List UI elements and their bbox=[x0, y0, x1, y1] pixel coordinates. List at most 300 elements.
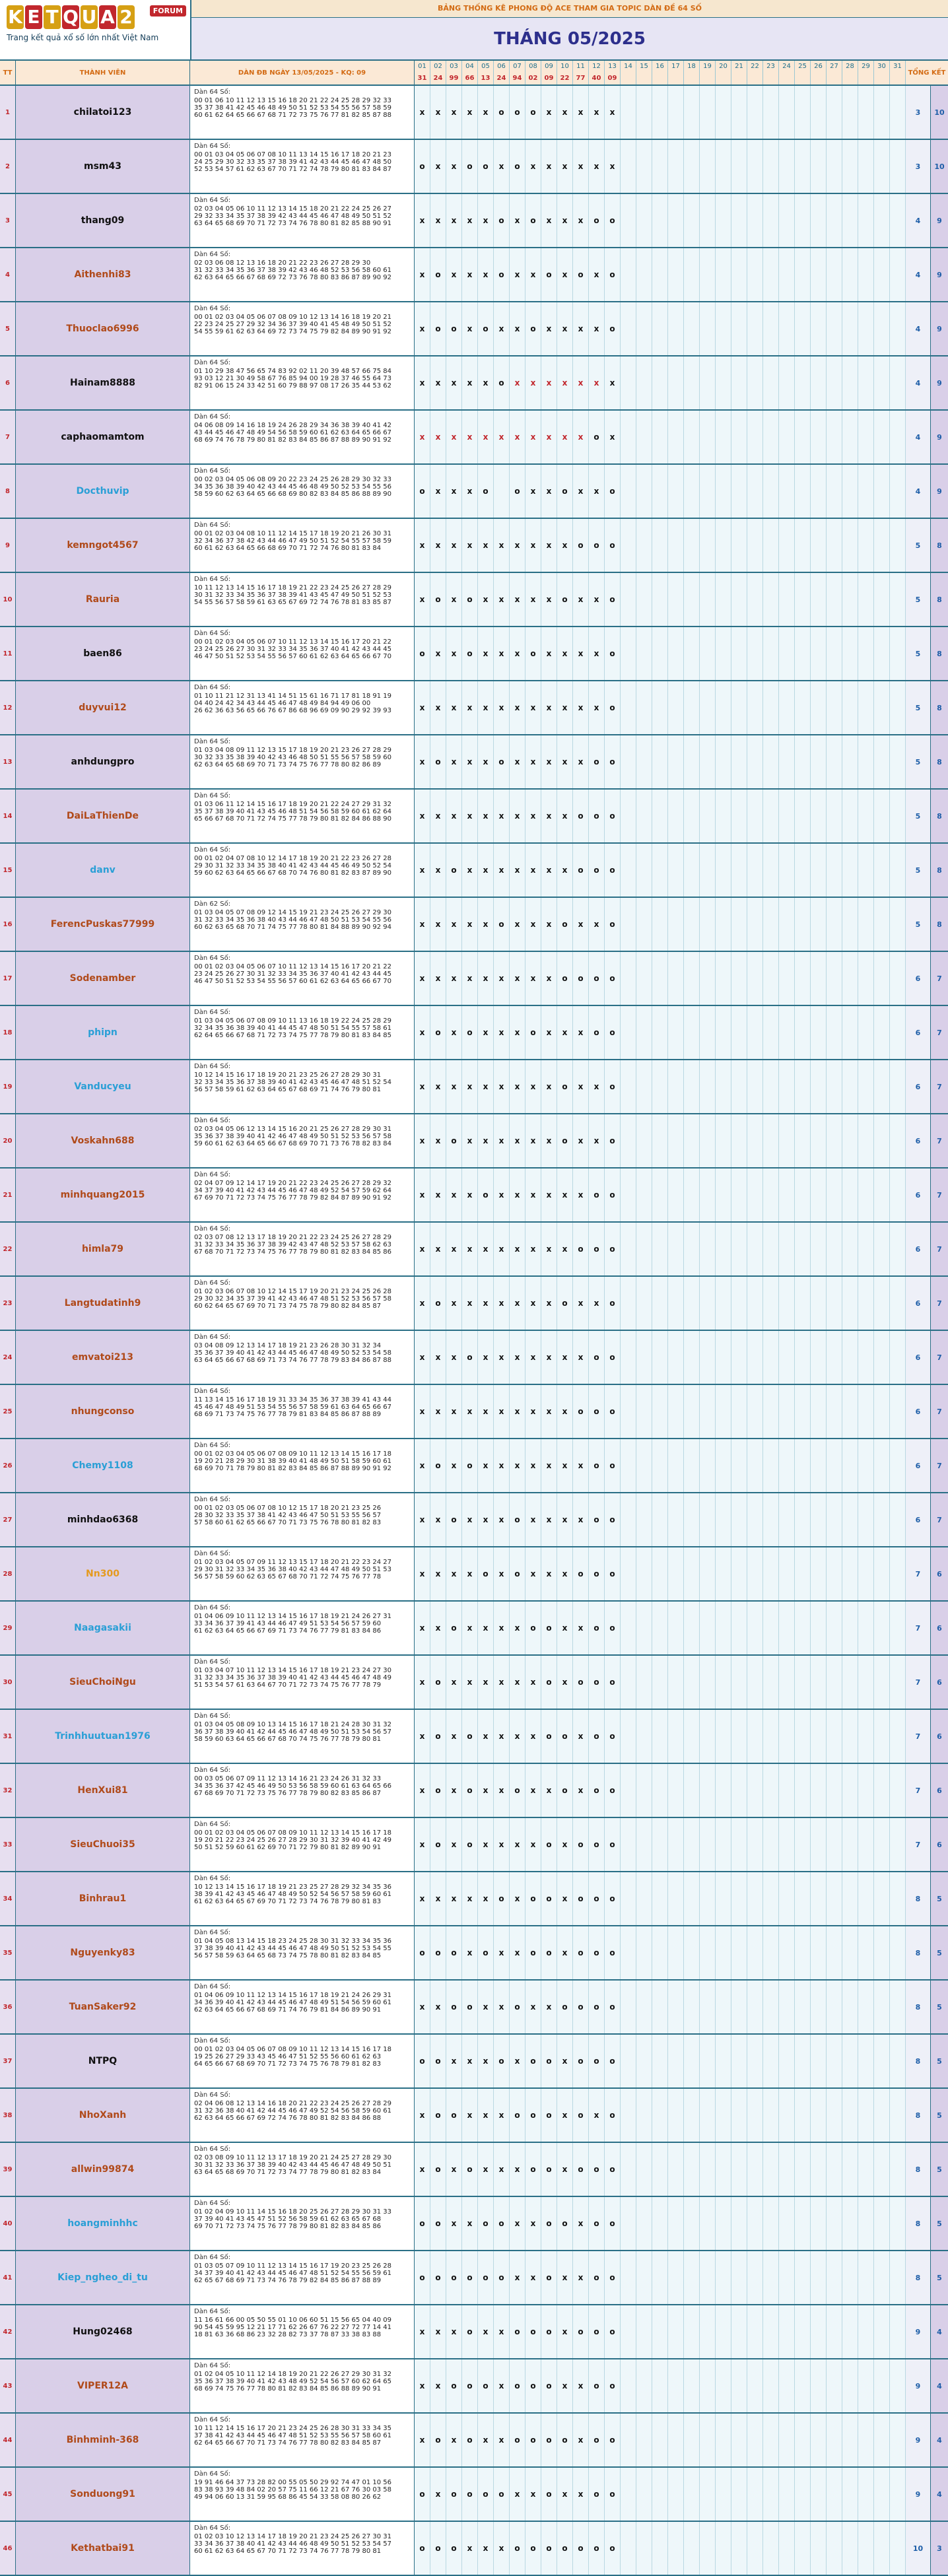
member-name-link[interactable]: Hung02468 bbox=[16, 2305, 190, 2358]
day-mark bbox=[636, 1818, 652, 1871]
table-row bbox=[0, 952, 948, 1006]
day-mark bbox=[652, 1981, 668, 2033]
day-mark bbox=[684, 2359, 700, 2412]
day-mark: x bbox=[478, 898, 494, 951]
day-mark bbox=[779, 248, 795, 301]
number-set-line: 31 32 33 34 35 36 37 38 39 40 41 42 43 44 45 46 47 48 49 bbox=[194, 1674, 391, 1681]
day-mark: x bbox=[462, 790, 478, 842]
day-mark bbox=[890, 2359, 906, 2412]
number-set bbox=[190, 573, 415, 626]
day-mark: o bbox=[557, 1764, 573, 1817]
day-mark: o bbox=[605, 2305, 621, 2358]
day-mark bbox=[874, 1060, 890, 1113]
member-name-link[interactable]: hoangminhhc bbox=[16, 2197, 190, 2250]
member-name-link[interactable]: Docthuvip bbox=[16, 465, 190, 518]
day-mark: x bbox=[541, 86, 557, 139]
day-mark bbox=[811, 2035, 827, 2087]
day-mark bbox=[716, 465, 731, 518]
table-row bbox=[0, 735, 948, 790]
member-name-link[interactable]: Sonduong91 bbox=[16, 2468, 190, 2521]
day-mark: o bbox=[605, 2197, 621, 2250]
day-mark: x bbox=[541, 735, 557, 788]
day-mark bbox=[700, 140, 716, 193]
day-mark: o bbox=[605, 1764, 621, 1817]
day-mark: x bbox=[462, 1547, 478, 1600]
miss-count: 9 bbox=[906, 2359, 931, 2412]
member-name-link[interactable]: nhungconso bbox=[16, 1385, 190, 1438]
day-mark bbox=[716, 248, 731, 301]
day-mark: x bbox=[462, 2197, 478, 2250]
day-mark bbox=[763, 411, 779, 463]
day-mark bbox=[763, 1331, 779, 1384]
day-mark bbox=[731, 1277, 747, 1330]
day-mark bbox=[874, 1493, 890, 1546]
member-name-link[interactable]: SieuChoiNgu bbox=[16, 1656, 190, 1709]
member-name-link[interactable]: Nguyenky83 bbox=[16, 1926, 190, 1979]
day-mark: o bbox=[510, 1547, 525, 1600]
number-set bbox=[190, 1872, 415, 1925]
day-mark: o bbox=[446, 2251, 462, 2304]
row-number: 38 bbox=[0, 2089, 16, 2142]
day-mark bbox=[731, 140, 747, 193]
member-name-link[interactable]: himla79 bbox=[16, 1223, 190, 1275]
day-mark bbox=[621, 952, 636, 1005]
day-mark: o bbox=[589, 1764, 605, 1817]
day-mark bbox=[811, 1547, 827, 1600]
day-mark bbox=[874, 1602, 890, 1654]
day-mark bbox=[795, 519, 811, 572]
day-mark: x bbox=[478, 1981, 494, 2033]
day-mark bbox=[763, 140, 779, 193]
day-mark: o bbox=[446, 844, 462, 897]
miss-count: 8 bbox=[906, 1872, 931, 1925]
day-mark bbox=[700, 681, 716, 734]
member-name-link[interactable]: thang09 bbox=[16, 194, 190, 247]
day-mark bbox=[842, 1981, 858, 2033]
member-name-link[interactable]: VIPER12A bbox=[16, 2359, 190, 2412]
member-name-link[interactable]: danv bbox=[16, 844, 190, 897]
daily-marks bbox=[415, 2035, 906, 2087]
day-mark bbox=[763, 1223, 779, 1275]
day-mark: x bbox=[557, 2035, 573, 2087]
day-mark bbox=[795, 1493, 811, 1546]
member-name-link[interactable]: Aithenhi83 bbox=[16, 248, 190, 301]
day-mark bbox=[763, 2143, 779, 2196]
number-set-line: 34 37 39 40 41 42 43 44 45 46 47 48 51 52 54 55 56 59 61 bbox=[194, 2270, 391, 2277]
miss-count: 7 bbox=[906, 1818, 931, 1871]
day-mark bbox=[811, 898, 827, 951]
number-set-line: 49 94 06 60 13 31 59 95 68 86 45 54 33 58 08 80 26 62 bbox=[194, 2493, 382, 2501]
day-mark: x bbox=[478, 844, 494, 897]
results-row bbox=[415, 73, 905, 85]
day-mark: o bbox=[541, 1602, 557, 1654]
day-mark bbox=[874, 2143, 890, 2196]
day-mark bbox=[668, 1060, 684, 1113]
day-mark bbox=[747, 2035, 763, 2087]
member-name-link[interactable]: Hainam8888 bbox=[16, 356, 190, 409]
member-name-link[interactable]: Binhminh-368 bbox=[16, 2414, 190, 2466]
daily-marks bbox=[415, 86, 906, 139]
day-mark bbox=[890, 1385, 906, 1438]
total-score: 10 bbox=[931, 86, 948, 139]
miss-count: 6 bbox=[906, 1277, 931, 1330]
day-mark: o bbox=[525, 194, 541, 247]
day-mark bbox=[890, 1114, 906, 1167]
day-header: 24 bbox=[779, 61, 795, 73]
day-mark bbox=[795, 1926, 811, 1979]
day-mark bbox=[652, 1006, 668, 1059]
day-header: 04 bbox=[462, 61, 478, 73]
day-mark: x bbox=[541, 411, 557, 463]
day-mark bbox=[795, 898, 811, 951]
day-mark bbox=[684, 302, 700, 355]
day-mark: o bbox=[541, 2305, 557, 2358]
day-mark: x bbox=[415, 194, 430, 247]
col-total: TỔNG KẾT bbox=[908, 69, 946, 77]
member-name-link[interactable]: Voskahn688 bbox=[16, 1114, 190, 1167]
member-name-link[interactable]: msm43 bbox=[16, 140, 190, 193]
day-mark bbox=[763, 1060, 779, 1113]
day-mark: o bbox=[589, 411, 605, 463]
member-name-link[interactable]: kemngot4567 bbox=[16, 519, 190, 572]
day-mark bbox=[827, 1277, 842, 1330]
day-mark bbox=[621, 1547, 636, 1600]
day-mark bbox=[827, 2251, 842, 2304]
day-mark bbox=[779, 1818, 795, 1871]
row-number: 41 bbox=[0, 2251, 16, 2304]
day-mark bbox=[795, 952, 811, 1005]
member-name-link[interactable]: baen86 bbox=[16, 627, 190, 680]
day-mark bbox=[795, 194, 811, 247]
table-row bbox=[0, 2197, 948, 2251]
day-mark bbox=[890, 2197, 906, 2250]
member-name-link[interactable]: Nn300 bbox=[16, 1547, 190, 1600]
page-title: THÁNG 05/2025 bbox=[494, 29, 646, 49]
day-mark: x bbox=[462, 1169, 478, 1221]
number-set-line: 33 34 36 37 39 41 43 44 46 47 49 51 53 54 56 57 59 60 bbox=[194, 1620, 382, 1627]
number-set-line: 00 01 03 04 05 06 07 08 10 11 13 14 15 16 17 18 20 21 23 bbox=[194, 151, 391, 158]
day-header: 18 bbox=[684, 61, 700, 73]
day-mark bbox=[636, 86, 652, 139]
day-mark: x bbox=[446, 86, 462, 139]
day-mark bbox=[842, 1547, 858, 1600]
row-number: 7 bbox=[0, 411, 16, 463]
number-set-line: 38 39 41 42 43 45 46 47 48 49 50 52 54 56 57 58 59 60 61 bbox=[194, 1891, 391, 1898]
day-mark bbox=[716, 1872, 731, 1925]
day-mark: x bbox=[510, 1926, 525, 1979]
day-mark: o bbox=[494, 86, 510, 139]
member-name-link[interactable]: Kethatbai91 bbox=[16, 2522, 190, 2575]
total-score: 5 bbox=[931, 2251, 948, 2304]
day-mark bbox=[811, 302, 827, 355]
day-mark bbox=[842, 248, 858, 301]
day-mark: o bbox=[462, 140, 478, 193]
day-mark bbox=[716, 2035, 731, 2087]
day-mark bbox=[684, 1006, 700, 1059]
day-mark bbox=[795, 1710, 811, 1763]
table-row bbox=[0, 2143, 948, 2197]
member-name-link[interactable]: caphaomamtom bbox=[16, 411, 190, 463]
row-number: 2 bbox=[0, 140, 16, 193]
day-mark bbox=[621, 2197, 636, 2250]
day-mark bbox=[842, 2414, 858, 2466]
miss-count: 4 bbox=[906, 248, 931, 301]
day-mark bbox=[890, 2035, 906, 2087]
member-name-link[interactable]: Binhrau1 bbox=[16, 1872, 190, 1925]
day-mark: o bbox=[462, 1006, 478, 1059]
total-score: 6 bbox=[931, 1656, 948, 1709]
day-mark bbox=[858, 1493, 874, 1546]
member-name-link[interactable]: DaiLaThienDe bbox=[16, 790, 190, 842]
number-set bbox=[190, 1493, 415, 1546]
day-mark bbox=[763, 1439, 779, 1492]
day-mark: x bbox=[510, 356, 525, 409]
member-name-link[interactable]: Chemy1108 bbox=[16, 1439, 190, 1492]
day-mark bbox=[842, 1277, 858, 1330]
member-name-link[interactable]: minhquang2015 bbox=[16, 1169, 190, 1221]
miss-count: 3 bbox=[906, 86, 931, 139]
day-mark bbox=[842, 1169, 858, 1221]
day-mark: x bbox=[478, 1602, 494, 1654]
member-name-link[interactable]: Vanducyeu bbox=[16, 1060, 190, 1113]
number-set-line: Dàn 64 Số: bbox=[194, 955, 231, 962]
day-mark: x bbox=[573, 302, 589, 355]
day-mark: x bbox=[557, 2089, 573, 2142]
number-set-line: 50 51 52 59 60 61 62 69 70 71 72 79 80 81 82 89 90 91 bbox=[194, 1844, 382, 1851]
member-name-link[interactable]: NhoXanh bbox=[16, 2089, 190, 2142]
table-row bbox=[0, 1385, 948, 1439]
number-set-line: 00 01 02 03 04 08 10 11 12 14 15 17 18 19 20 21 26 30 31 bbox=[194, 530, 391, 537]
member-name-link[interactable]: Thuoclao6996 bbox=[16, 302, 190, 355]
day-mark bbox=[731, 302, 747, 355]
day-mark bbox=[731, 735, 747, 788]
member-name-link[interactable]: anhdungpro bbox=[16, 735, 190, 788]
day-mark: x bbox=[510, 1277, 525, 1330]
day-mark: o bbox=[605, 302, 621, 355]
day-mark bbox=[827, 1223, 842, 1275]
day-mark bbox=[811, 2522, 827, 2575]
day-mark bbox=[700, 1060, 716, 1113]
member-name-link[interactable]: Kiep_ngheo_di_tu bbox=[16, 2251, 190, 2304]
day-mark bbox=[763, 2305, 779, 2358]
day-mark bbox=[811, 1277, 827, 1330]
miss-count: 6 bbox=[906, 1493, 931, 1546]
day-mark bbox=[621, 2143, 636, 2196]
table-row bbox=[0, 2089, 948, 2143]
day-mark bbox=[795, 1547, 811, 1600]
day-mark bbox=[779, 2522, 795, 2575]
miss-count: 6 bbox=[906, 1060, 931, 1113]
day-mark bbox=[890, 1710, 906, 1763]
member-name-link[interactable]: emvatoi213 bbox=[16, 1331, 190, 1384]
day-mark bbox=[684, 1277, 700, 1330]
member-name-link[interactable]: SieuChuoi35 bbox=[16, 1818, 190, 1871]
member-name-link[interactable]: chilatoi123 bbox=[16, 86, 190, 139]
day-mark bbox=[858, 1602, 874, 1654]
total-score: 7 bbox=[931, 1006, 948, 1059]
day-mark bbox=[858, 2522, 874, 2575]
day-mark bbox=[763, 1493, 779, 1546]
day-mark bbox=[668, 2089, 684, 2142]
day-mark bbox=[700, 1872, 716, 1925]
day-mark bbox=[763, 1872, 779, 1925]
day-mark: x bbox=[525, 2251, 541, 2304]
table-row bbox=[0, 465, 948, 519]
day-mark bbox=[890, 1006, 906, 1059]
day-mark: x bbox=[541, 627, 557, 680]
member-name-link[interactable]: minhdao6368 bbox=[16, 1493, 190, 1546]
day-mark bbox=[795, 1006, 811, 1059]
col-member: THÀNH VIÊN bbox=[16, 61, 190, 85]
day-result: 94 bbox=[510, 73, 525, 85]
day-mark bbox=[827, 844, 842, 897]
day-mark bbox=[747, 1331, 763, 1384]
miss-count: 6 bbox=[906, 1223, 931, 1275]
day-mark bbox=[811, 1223, 827, 1275]
day-header: 12 bbox=[589, 61, 605, 73]
day-mark bbox=[763, 952, 779, 1005]
day-mark bbox=[684, 1764, 700, 1817]
number-set bbox=[190, 2359, 415, 2412]
miss-count: 7 bbox=[906, 1764, 931, 1817]
day-mark bbox=[668, 2143, 684, 2196]
day-mark bbox=[858, 952, 874, 1005]
day-mark bbox=[716, 1926, 731, 1979]
day-mark bbox=[842, 1926, 858, 1979]
day-mark bbox=[858, 1169, 874, 1221]
day-mark: x bbox=[510, 952, 525, 1005]
member-name-link[interactable]: phipn bbox=[16, 1006, 190, 1059]
day-mark: x bbox=[573, 1439, 589, 1492]
day-mark bbox=[684, 194, 700, 247]
day-mark bbox=[636, 1169, 652, 1221]
day-mark bbox=[827, 2359, 842, 2412]
member-name-link[interactable]: TuanSaker92 bbox=[16, 1981, 190, 2033]
site-logo[interactable] bbox=[0, 0, 191, 59]
day-mark bbox=[842, 2089, 858, 2142]
number-set-line: 26 62 36 63 56 65 66 76 67 86 68 96 69 09 90 29 92 39 93 bbox=[194, 707, 391, 714]
day-mark bbox=[747, 1547, 763, 1600]
day-mark bbox=[747, 627, 763, 680]
day-mark: x bbox=[478, 790, 494, 842]
day-mark bbox=[890, 1439, 906, 1492]
member-name-link[interactable]: Langtudatinh9 bbox=[16, 1277, 190, 1330]
day-mark bbox=[779, 573, 795, 626]
day-mark: o bbox=[605, 248, 621, 301]
day-mark bbox=[779, 1385, 795, 1438]
row-number: 26 bbox=[0, 1439, 16, 1492]
member-name-link[interactable]: NTPQ bbox=[16, 2035, 190, 2087]
day-mark bbox=[763, 2035, 779, 2087]
day-mark bbox=[842, 2143, 858, 2196]
day-mark bbox=[684, 248, 700, 301]
day-mark bbox=[621, 735, 636, 788]
number-set-line: 23 24 25 26 27 30 31 32 33 34 35 36 37 40 41 42 43 44 45 bbox=[194, 970, 391, 978]
day-mark: o bbox=[605, 2414, 621, 2466]
total-score: 7 bbox=[931, 1493, 948, 1546]
member-name-link[interactable]: Sodenamber bbox=[16, 952, 190, 1005]
day-mark: x bbox=[462, 1656, 478, 1709]
day-mark: o bbox=[446, 302, 462, 355]
day-mark bbox=[779, 1060, 795, 1113]
member-name-link[interactable]: FerencPuskas77999 bbox=[16, 898, 190, 951]
member-name-link[interactable]: duyvui12 bbox=[16, 681, 190, 734]
day-mark: x bbox=[494, 1926, 510, 1979]
day-mark bbox=[716, 898, 731, 951]
row-number: 33 bbox=[0, 1818, 16, 1871]
day-mark bbox=[874, 627, 890, 680]
day-mark bbox=[684, 2305, 700, 2358]
day-mark bbox=[874, 2035, 890, 2087]
day-mark bbox=[731, 2468, 747, 2521]
row-number: 15 bbox=[0, 844, 16, 897]
day-mark bbox=[684, 1493, 700, 1546]
day-mark: x bbox=[494, 1114, 510, 1167]
day-mark: x bbox=[446, 1223, 462, 1275]
day-mark: x bbox=[446, 1385, 462, 1438]
day-mark: x bbox=[446, 2414, 462, 2466]
day-mark: o bbox=[510, 2089, 525, 2142]
day-mark bbox=[700, 302, 716, 355]
day-mark bbox=[700, 1277, 716, 1330]
day-mark bbox=[636, 1710, 652, 1763]
member-name-link[interactable]: allwin99874 bbox=[16, 2143, 190, 2196]
day-mark bbox=[716, 2522, 731, 2575]
day-mark: o bbox=[589, 1493, 605, 1546]
member-name-link[interactable]: Naagasakii bbox=[16, 1602, 190, 1654]
day-mark bbox=[716, 1439, 731, 1492]
day-mark bbox=[779, 735, 795, 788]
day-mark bbox=[842, 2522, 858, 2575]
day-mark: x bbox=[573, 898, 589, 951]
member-name-link[interactable]: Rauria bbox=[16, 573, 190, 626]
day-mark: x bbox=[446, 140, 462, 193]
day-mark bbox=[731, 2414, 747, 2466]
day-mark bbox=[795, 573, 811, 626]
day-mark: x bbox=[415, 1818, 430, 1871]
day-mark bbox=[668, 681, 684, 734]
day-mark: x bbox=[462, 519, 478, 572]
day-mark: x bbox=[415, 1385, 430, 1438]
row-number: 29 bbox=[0, 1602, 16, 1654]
day-mark: x bbox=[494, 1547, 510, 1600]
day-mark bbox=[621, 681, 636, 734]
day-mark bbox=[731, 1656, 747, 1709]
day-mark bbox=[763, 627, 779, 680]
day-mark: x bbox=[478, 1439, 494, 1492]
day-mark bbox=[716, 1981, 731, 2033]
member-name-link[interactable]: Trinhhuutuan1976 bbox=[16, 1710, 190, 1763]
number-set-line: 02 04 07 09 12 14 17 19 20 21 22 23 24 25 26 27 28 29 32 bbox=[194, 1180, 391, 1187]
row-number: 43 bbox=[0, 2359, 16, 2412]
member-name-link[interactable]: HenXui81 bbox=[16, 1764, 190, 1817]
daily-marks bbox=[415, 1006, 906, 1059]
day-mark bbox=[827, 1060, 842, 1113]
day-mark: x bbox=[478, 411, 494, 463]
day-result bbox=[652, 73, 668, 85]
day-mark bbox=[716, 1818, 731, 1871]
miss-count: 8 bbox=[906, 2143, 931, 2196]
day-header: 07 bbox=[510, 61, 525, 73]
day-mark bbox=[890, 1981, 906, 2033]
day-mark: x bbox=[446, 627, 462, 680]
day-mark: o bbox=[573, 1981, 589, 2033]
day-mark bbox=[842, 302, 858, 355]
daily-marks bbox=[415, 2089, 906, 2142]
day-mark: x bbox=[415, 302, 430, 355]
day-mark bbox=[668, 2468, 684, 2521]
day-mark: x bbox=[446, 1872, 462, 1925]
